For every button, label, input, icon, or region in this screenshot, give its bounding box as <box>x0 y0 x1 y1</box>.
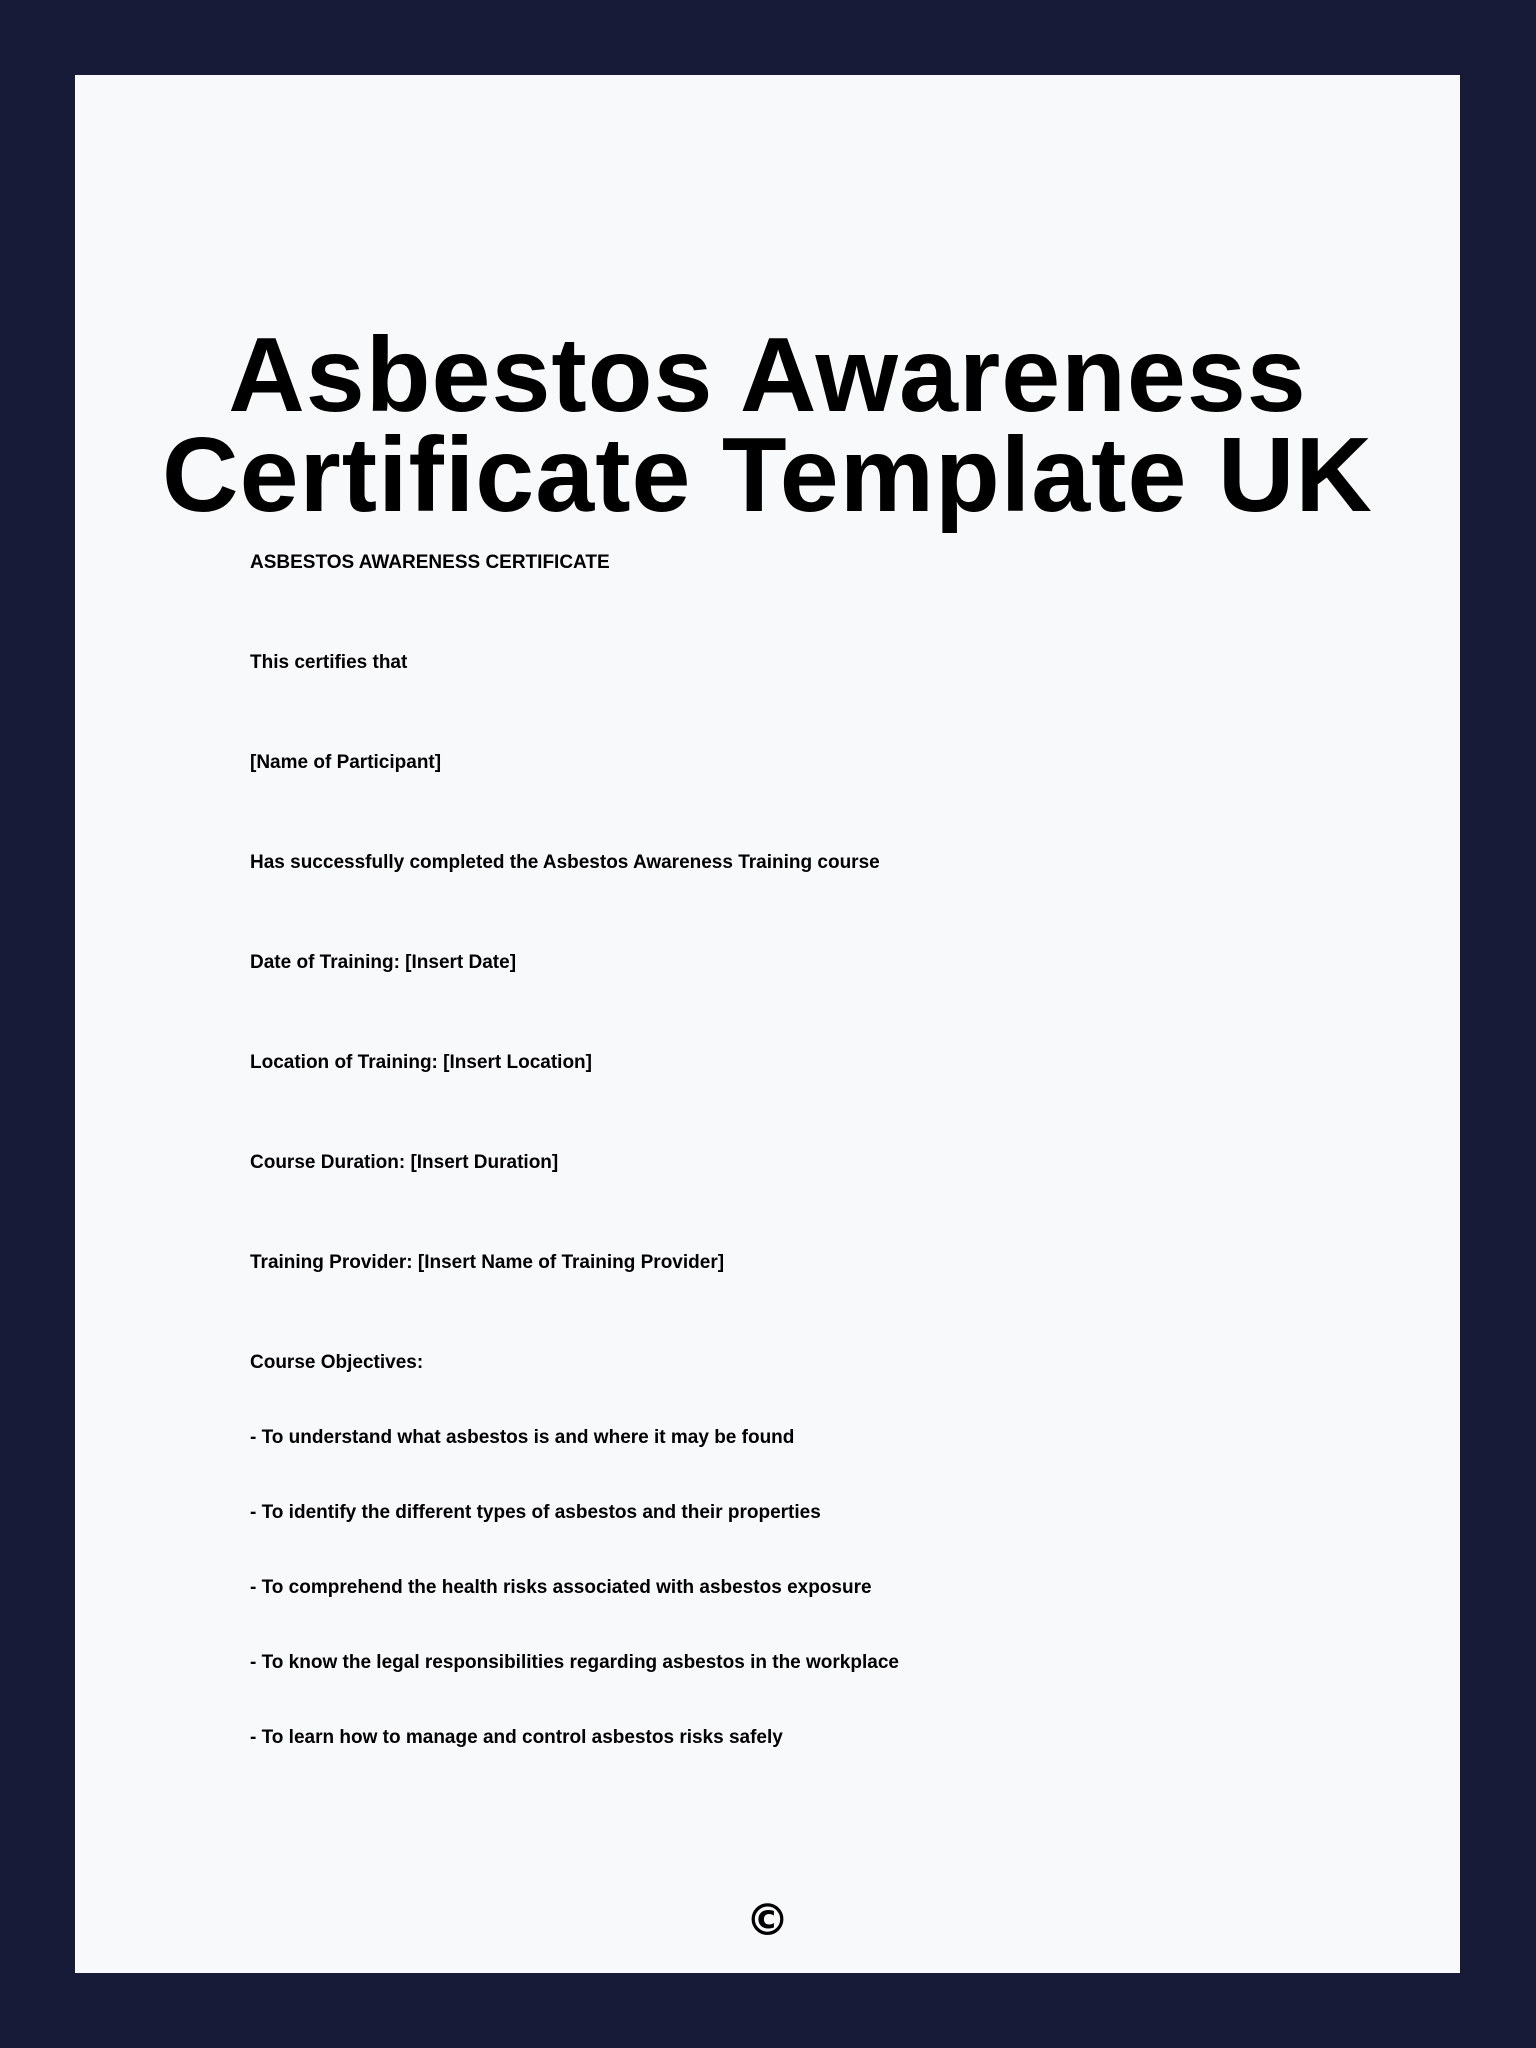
list-item: - To learn how to manage and control asbestos risks safely <box>250 1727 783 1748</box>
objectives-heading: Course Objectives: <box>250 1352 424 1373</box>
list-item: - To know the legal responsibilities regarding asbestos in the workplace <box>250 1652 899 1673</box>
list-item: - To comprehend the health risks associated with asbestos exposure <box>250 1577 872 1598</box>
page-title <box>75 316 1460 534</box>
participant-name: [Name of Participant] <box>250 752 442 773</box>
training-provider: Training Provider: [Insert Name of Training Provider] <box>250 1252 725 1273</box>
completion-text: Has successfully completed the Asbestos Awareness Training course <box>250 852 880 873</box>
certificate-page <box>75 75 1460 1973</box>
course-duration: Course Duration: [Insert Duration] <box>250 1152 559 1173</box>
title-line-2: Certificate Template UK <box>162 416 1373 534</box>
training-date: Date of Training: [Insert Date] <box>250 952 517 973</box>
list-item: - To identify the different types of asbestos and their properties <box>250 1502 821 1523</box>
certifies-text: This certifies that <box>250 652 408 673</box>
list-item: - To understand what asbestos is and where it may be found <box>250 1427 795 1448</box>
certificate-heading: ASBESTOS AWARENESS CERTIFICATE <box>250 552 610 573</box>
training-location: Location of Training: [Insert Location] <box>250 1052 592 1073</box>
title-line-1: Asbestos Awareness <box>228 316 1307 434</box>
copyright-icon: © <box>745 1895 790 1946</box>
